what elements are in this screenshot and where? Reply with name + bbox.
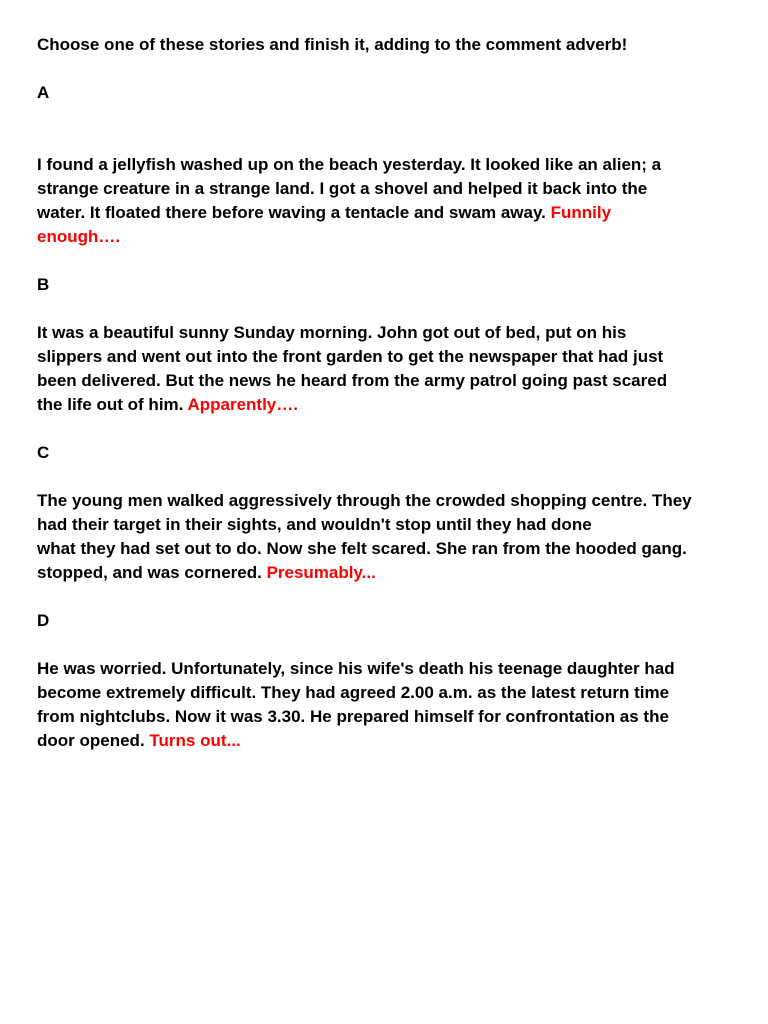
story-line: I found a jellyfish washed up on the beach yesterday. It looked like an alien; a — [37, 155, 662, 174]
document-page — [37, 33, 737, 753]
comment-adverb-prompt-a-cont: enough…. — [37, 227, 121, 246]
story-line: from nightclubs. Now it was 3.30. He prepared himself for confrontation as the — [37, 707, 669, 726]
story-line-text: stopped, and was cornered. — [37, 563, 267, 582]
story-line: what they had set out to do. Now she felt scared. She ran from the hooded gang. — [37, 539, 687, 558]
story-text-c — [37, 489, 737, 585]
story-line — [37, 393, 737, 417]
instruction-heading: Choose one of these stories and finish it, adding to the comment adverb! — [37, 35, 628, 54]
story-label-d: D — [37, 611, 50, 630]
story-line-text: door opened. — [37, 731, 150, 750]
story-text-d — [37, 657, 737, 753]
story-label-b: B — [37, 275, 50, 294]
story-line: He was worried. Unfortunately, since his wife's death his teenage daughter had — [37, 659, 675, 678]
story-line: slippers and went out into the front garden to get the newspaper that had just — [37, 347, 664, 366]
story-line: been delivered. But the news he heard from the army patrol going past scared — [37, 371, 668, 390]
story-line-text: water. It floated there before waving a tentacle and swam away. — [37, 203, 551, 222]
story-line — [37, 729, 737, 753]
story-text-a — [37, 153, 737, 249]
story-line: had their target in their sights, and wouldn't stop until they had done — [37, 515, 592, 534]
story-line — [37, 561, 737, 585]
story-line: It was a beautiful sunny Sunday morning. John got out of bed, put on his — [37, 323, 627, 342]
story-line: become extremely difficult. They had agreed 2.00 a.m. as the latest return time — [37, 683, 670, 702]
comment-adverb-prompt-d: Turns out... — [149, 731, 241, 750]
story-line: The young men walked aggressively through the crowded shopping centre. They — [37, 491, 692, 510]
story-line: strange creature in a strange land. I got a shovel and helped it back into the — [37, 179, 648, 198]
comment-adverb-prompt-c: Presumably... — [266, 563, 376, 582]
story-line-text: the life out of him. — [37, 395, 188, 414]
story-label-a: A — [37, 83, 50, 102]
story-line — [37, 225, 737, 249]
story-text-b — [37, 321, 737, 417]
story-label-c: C — [37, 443, 50, 462]
comment-adverb-prompt-a: Funnily — [550, 203, 612, 222]
comment-adverb-prompt-b: Apparently…. — [187, 395, 298, 414]
story-line — [37, 201, 737, 225]
